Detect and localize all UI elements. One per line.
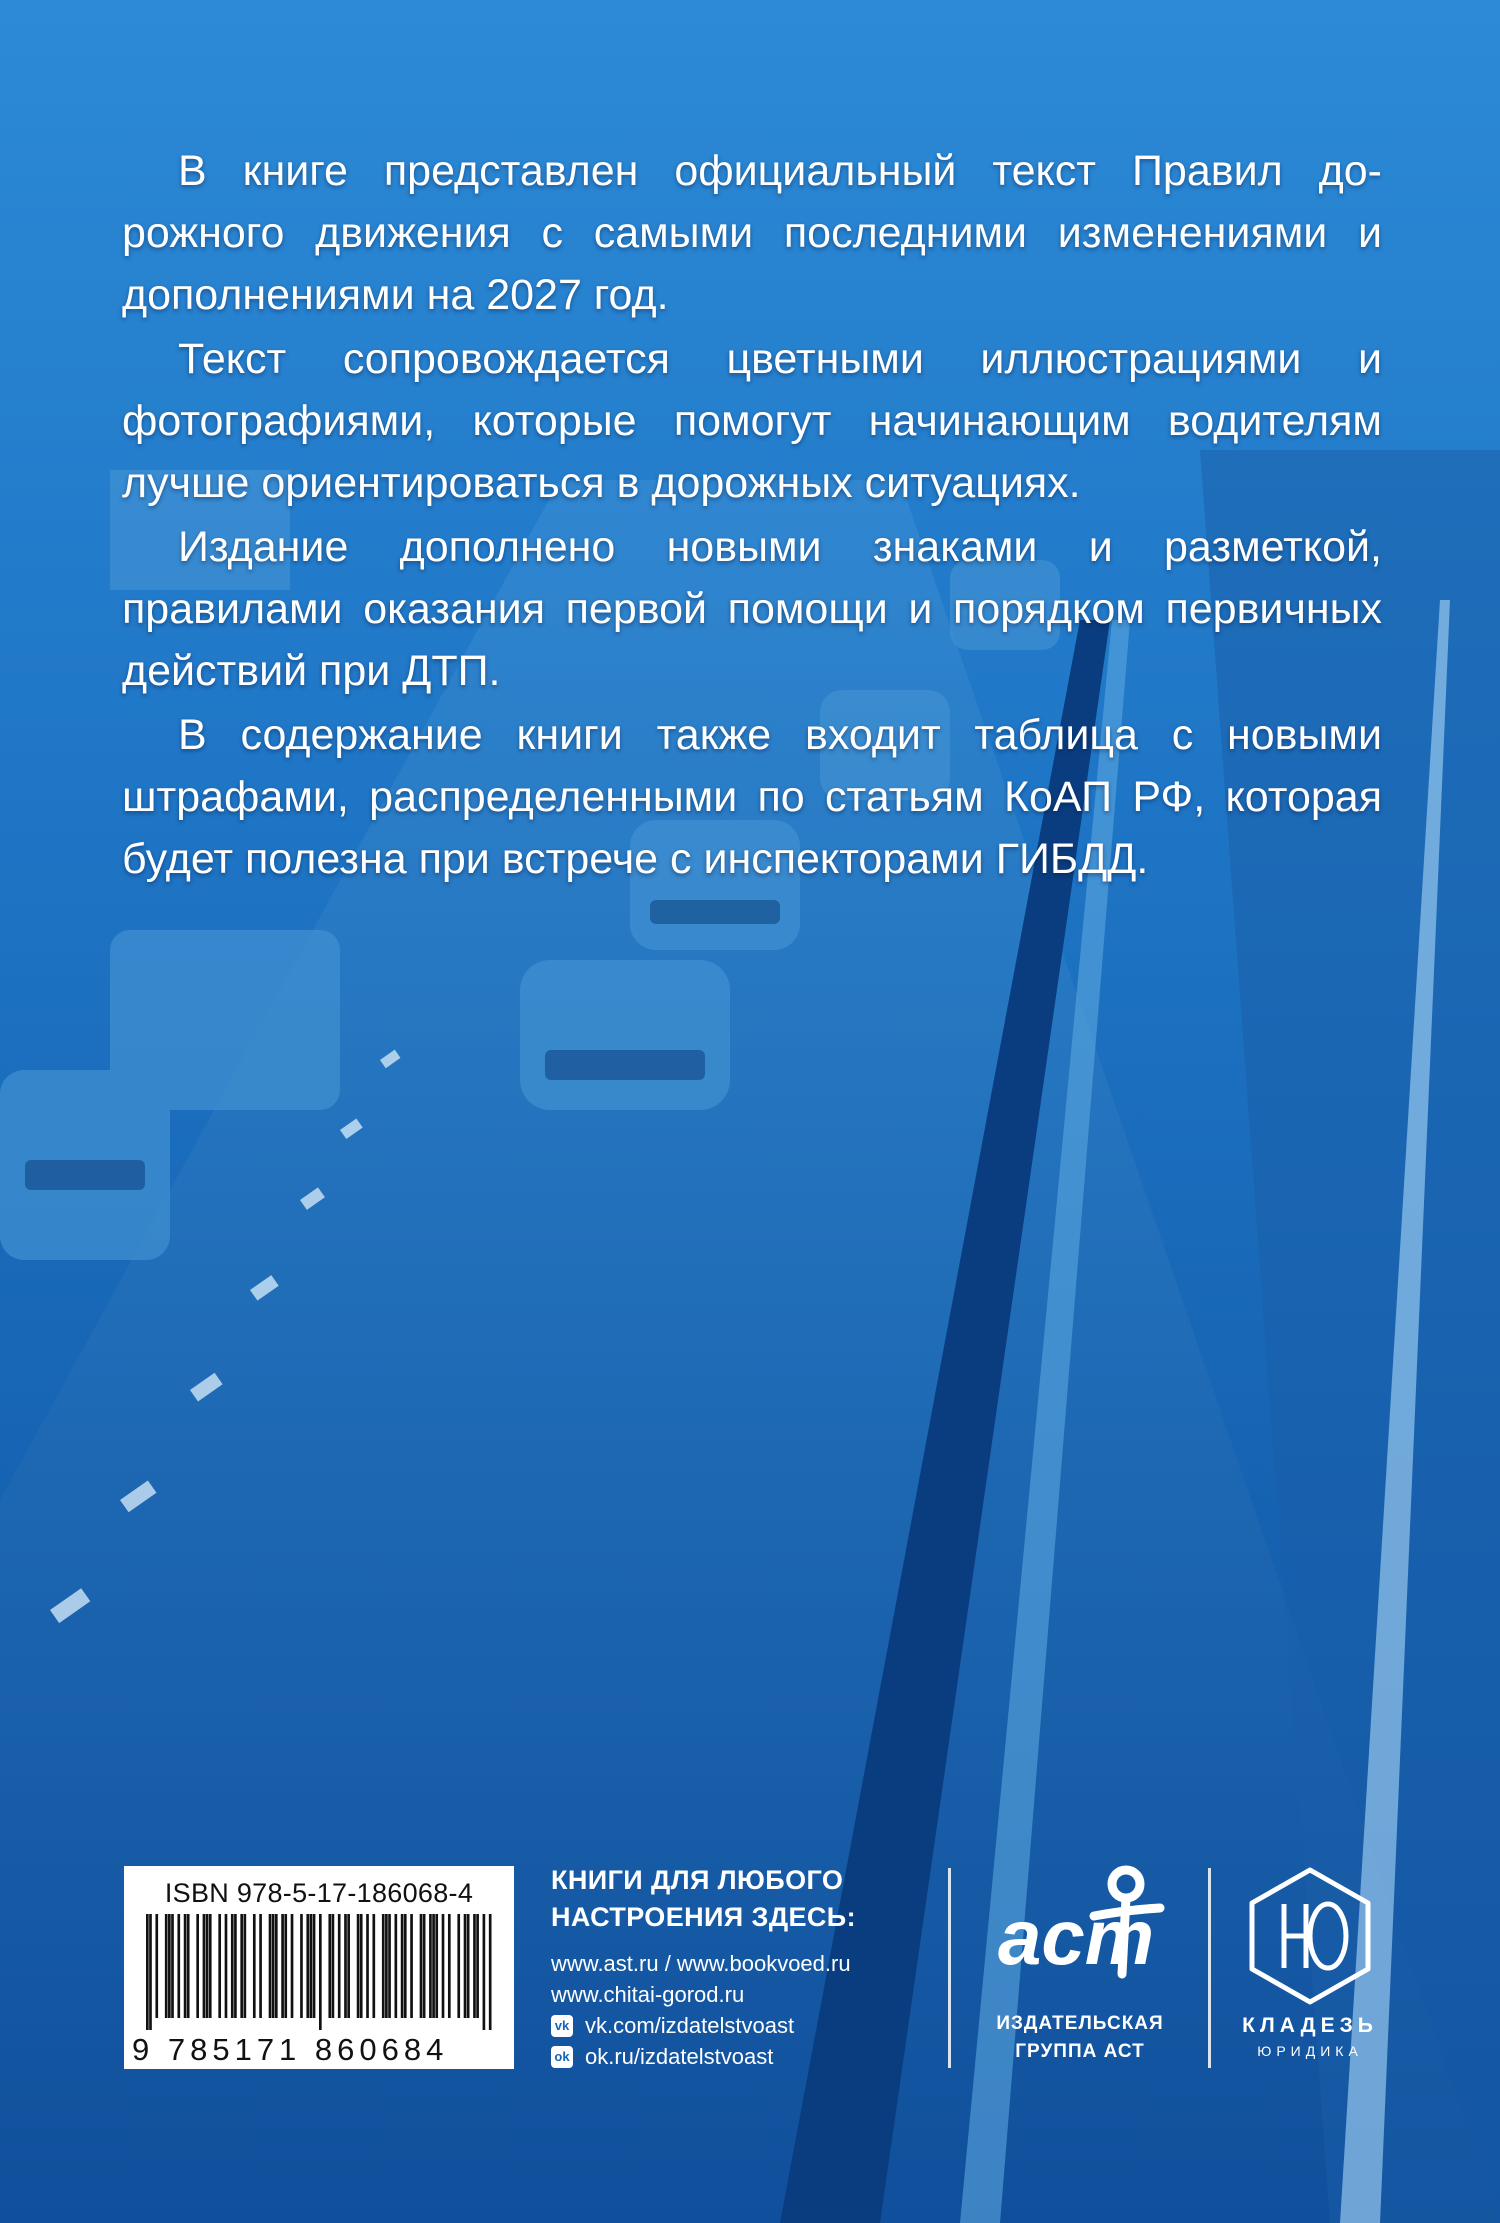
barcode-bar xyxy=(272,1914,275,2018)
ast-caption xyxy=(960,2010,1200,2066)
barcode-bar xyxy=(155,1914,158,2018)
barcode-bar xyxy=(231,1914,234,2018)
barcode-bar xyxy=(360,1914,363,2018)
ok-icon: ok xyxy=(551,2046,573,2068)
barcode-bar xyxy=(357,1914,360,2018)
barcode-bar xyxy=(209,1914,212,2018)
barcode-bar xyxy=(310,1914,313,2018)
vk-icon: vk xyxy=(551,2015,573,2037)
barcode-bar xyxy=(435,1914,438,2018)
isbn-number: ISBN 978-5-17-186068-4 xyxy=(164,1878,474,1908)
promo-title-line2: НАСТРОЕНИЯ ЗДЕСЬ: xyxy=(551,1902,856,1932)
blurb-paragraph: Издание дополнено новыми знаками и разметкой, правилами оказания первой помощи и порядком первичных действий при ДТП. xyxy=(122,523,1382,695)
barcode-bar xyxy=(372,1914,375,2018)
barcode-bar xyxy=(319,1914,322,2030)
barcode-bar xyxy=(168,1914,171,2018)
link-ok[interactable] xyxy=(551,2041,911,2072)
barcode-bar xyxy=(146,1914,149,2030)
barcode-bar xyxy=(328,1914,331,2018)
barcode-bar xyxy=(473,1914,476,2018)
link-stores[interactable]: www.ast.ru / www.bookvoed.ru xyxy=(551,1951,851,1976)
barcode-bar xyxy=(344,1914,347,2018)
barcode-bar xyxy=(313,1914,316,2018)
barcode-bar xyxy=(253,1914,256,2018)
barcode-bar xyxy=(385,1914,388,2018)
divider xyxy=(1208,1868,1211,2068)
link-ok-label: ok.ru/izdatelstvoast xyxy=(585,2044,774,2069)
barcode-bar xyxy=(281,1914,284,2018)
barcode-bar xyxy=(382,1914,385,2018)
barcode-bar xyxy=(284,1914,287,2018)
barcode-bar xyxy=(177,1914,180,2018)
barcode-bar xyxy=(149,1914,152,2030)
barcode-bar xyxy=(464,1914,467,2018)
link-vk-label: vk.com/izdatelstvoast xyxy=(585,2013,795,2038)
barcode-bar xyxy=(184,1914,187,2018)
link-chitai-gorod[interactable]: www.chitai-gorod.ru xyxy=(551,1982,745,2007)
kladez-logo xyxy=(1240,1866,1380,2006)
barcode-bar xyxy=(187,1914,190,2018)
barcode-bar xyxy=(225,1914,228,2018)
barcode-bar xyxy=(457,1914,460,2018)
barcode-bar xyxy=(165,1914,168,2018)
barcode-bar xyxy=(401,1914,404,2018)
barcode-bar xyxy=(410,1914,413,2018)
blurb-paragraph: В содержание книги также входит таблица с новыми штрафами, распределенными по статьям КоАП РФ, которая будет полезна при встрече с инспекторами ГИБДД. xyxy=(122,711,1382,883)
barcode-bar xyxy=(442,1914,445,2018)
barcode-bar xyxy=(234,1914,237,2018)
barcode-bar xyxy=(218,1914,221,2018)
barcode-bar xyxy=(404,1914,407,2018)
barcode-bar xyxy=(366,1914,369,2018)
kladez-name: КЛАДЕЗЬ xyxy=(1242,2014,1378,2037)
barcode-bar xyxy=(206,1914,209,2018)
barcode-bar xyxy=(338,1914,341,2018)
barcode-bar xyxy=(275,1914,278,2018)
barcode-bar xyxy=(203,1914,206,2018)
barcode-bar xyxy=(240,1914,243,2018)
promo-title-line1: КНИГИ ДЛЯ ЛЮБОГО xyxy=(551,1865,844,1895)
barcode-bar xyxy=(171,1914,174,2018)
barcode-bar xyxy=(388,1914,391,2018)
kladez-subtitle: ЮРИДИКА xyxy=(1257,2043,1363,2059)
barcode-bar xyxy=(420,1914,423,2018)
promo-block xyxy=(551,1862,911,2072)
barcode-bar xyxy=(467,1914,470,2018)
barcode-bar xyxy=(394,1914,397,2018)
back-cover-blurb xyxy=(122,140,1382,892)
barcode-bar xyxy=(306,1914,309,2018)
isbn-barcode xyxy=(124,1866,514,2069)
ast-caption-line1: ИЗДАТЕЛЬСКАЯ xyxy=(996,2013,1164,2034)
barcode-bar xyxy=(332,1914,335,2018)
barcode-bars xyxy=(146,1914,492,2030)
barcode-bar xyxy=(259,1914,262,2018)
link-vk[interactable] xyxy=(551,2010,911,2041)
barcode-bar xyxy=(196,1914,199,2018)
barcode-bar xyxy=(291,1914,294,2018)
ast-logo-mark: аст xyxy=(998,1893,1155,1981)
divider xyxy=(948,1868,951,2068)
barcode-digits: 9 785171 860684 xyxy=(132,2032,449,2067)
barcode-bar xyxy=(347,1914,350,2018)
barcode-bar xyxy=(432,1914,435,2018)
barcode-bar xyxy=(244,1914,247,2018)
barcode-bar xyxy=(476,1914,479,2018)
barcode-bar xyxy=(489,1914,492,2030)
barcode-bar xyxy=(429,1914,432,2018)
barcode-bar xyxy=(423,1914,426,2018)
ast-caption-line2: ГРУППА АСТ xyxy=(1015,2041,1145,2062)
barcode-bar xyxy=(483,1914,486,2030)
barcode-bar xyxy=(269,1914,272,2018)
blurb-paragraph: В книге представлен официальный текст Правил дорожного движения с самыми последними изменениями и дополнениями на 2027 год. xyxy=(122,147,1382,319)
ast-logo xyxy=(990,1864,1190,2004)
blurb-paragraph: Текст сопровождается цветными иллюстрациями и фотографиями, которые помогут начинающим водителям лучше ориентироваться в дорожных ситуациях. xyxy=(122,335,1382,507)
barcode-bar xyxy=(300,1914,303,2018)
barcode-bar xyxy=(448,1914,451,2018)
